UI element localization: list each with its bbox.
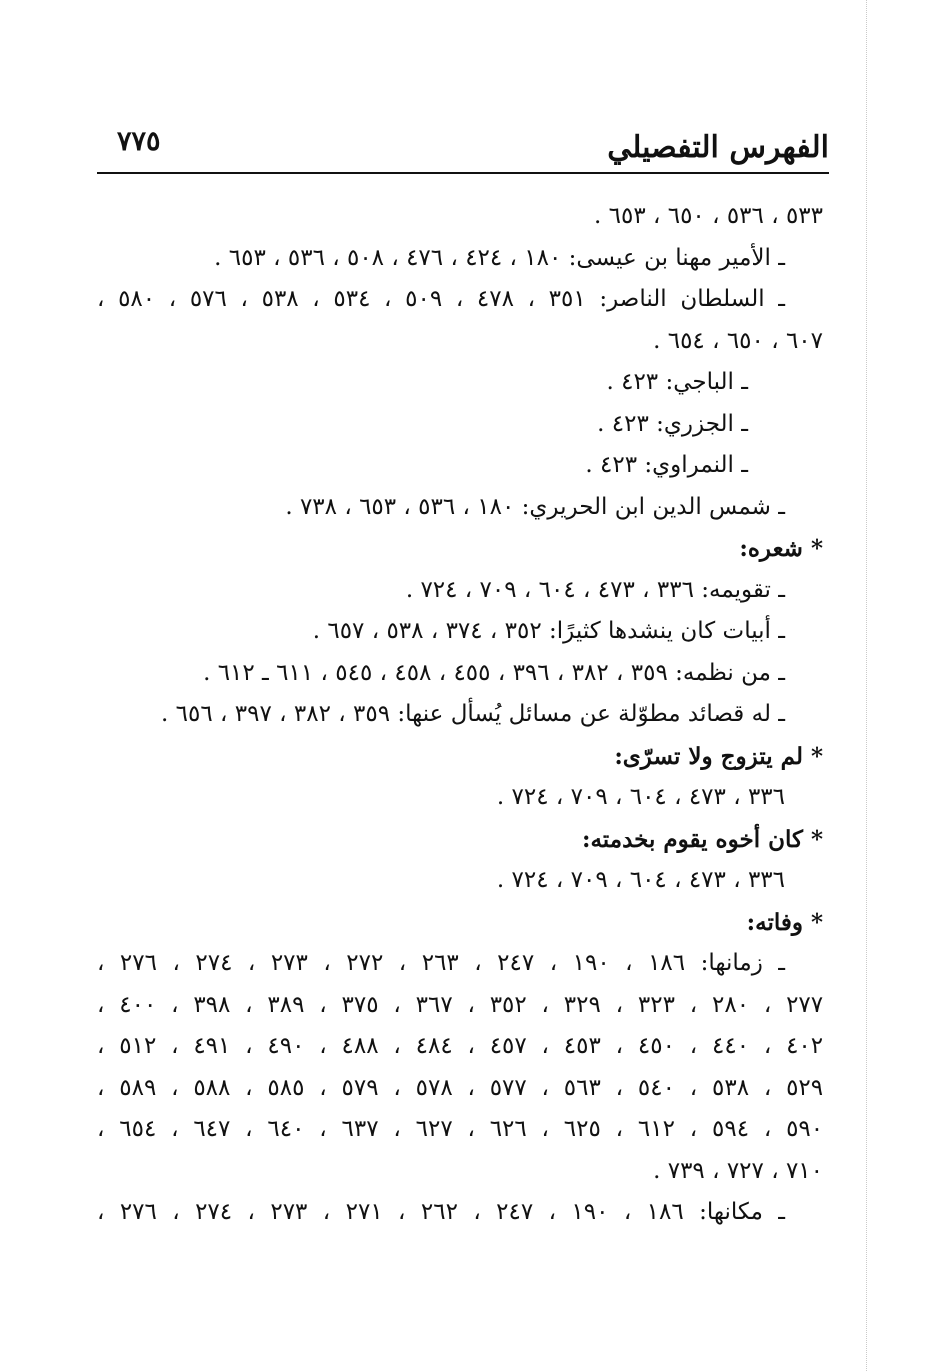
index-line: ـ له قصائد مطوّلة عن مسائل يُسأل عنها: ٣٥٩ ، ٣٨٢ ، ٣٩٧ ، ٦٥٦ .	[161, 701, 785, 727]
index-line: ـ مكانها: ١٨٦ ، ١٩٠ ، ٢٤٧ ، ٢٦٢ ، ٢٧١ ، ٢٧٣ ، ٢٧٤ ، ٢٧٦ ،	[97, 1199, 786, 1225]
index-line: ٣٣٦ ، ٤٧٣ ، ٦٠٤ ، ٧٠٩ ، ٧٢٤ .	[496, 784, 785, 810]
index-heading: * شعره:	[739, 535, 823, 562]
page-header	[97, 120, 829, 174]
index-line: ـ شمس الدين ابن الحريري: ١٨٠ ، ٥٣٦ ، ٦٥٣ ، ٧٣٨ .	[285, 493, 785, 520]
index-line: ٥٣٣ ، ٥٣٦ ، ٦٥٠ ، ٦٥٣ .	[593, 203, 823, 229]
page-edge-mark	[866, 0, 867, 1371]
index-line: ٦٠٧ ، ٦٥٠ ، ٦٥٤ .	[653, 327, 823, 354]
page-number: ٧٧٥	[117, 126, 161, 157]
index-line: ٥٩٠ ، ٥٩٤ ، ٦١٢ ، ٦٢٥ ، ٦٢٦ ، ٦٢٧ ، ٦٣٧ ، ٦٤٠ ، ٦٤٧ ، ٦٥٤ ،	[97, 1116, 823, 1142]
index-heading: * لم يتزوج ولا تسرّى:	[614, 742, 823, 770]
index-heading: * وفاته:	[746, 908, 823, 936]
index-line: ـ الجزري: ٤٢٣ .	[597, 410, 748, 437]
index-line: ـ تقويمه: ٣٣٦ ، ٤٧٣ ، ٦٠٤ ، ٧٠٩ ، ٧٢٤ .	[405, 576, 785, 603]
index-line: ـ السلطان الناصر: ٣٥١ ، ٤٧٨ ، ٥٠٩ ، ٥٣٤ ، ٥٣٨ ، ٥٧٦ ، ٥٨٠ ،	[97, 286, 785, 312]
index-heading: * كان أخوه يقوم بخدمته:	[581, 825, 823, 853]
index-line: ٤٠٢ ، ٤٤٠ ، ٤٥٠ ، ٤٥٣ ، ٤٥٧ ، ٤٨٤ ، ٤٨٨ ، ٤٩٠ ، ٤٩١ ، ٥١٢ ،	[97, 1033, 823, 1059]
index-entries	[97, 196, 823, 1234]
index-line: ـ من نظمه: ٣٥٩ ، ٣٨٢ ، ٣٩٦ ، ٤٥٥ ، ٤٥٨ ، ٥٤٥ ، ٦١١ ـ ٦١٢ .	[203, 659, 785, 686]
index-line: ـ النمراوي: ٤٢٣ .	[585, 452, 748, 478]
running-title: الفهرس التفصيلي	[607, 130, 829, 165]
index-line: ٣٣٦ ، ٤٧٣ ، ٦٠٤ ، ٧٠٩ ، ٧٢٤ .	[496, 867, 785, 893]
index-line: ـ زمانها: ١٨٦ ، ١٩٠ ، ٢٤٧ ، ٢٦٣ ، ٢٧٢ ، ٢٧٣ ، ٢٧٤ ، ٢٧٦ ،	[97, 950, 786, 976]
index-line: ٧١٠ ، ٧٢٧ ، ٧٣٩ .	[653, 1157, 823, 1184]
index-line: ـ أبيات كان ينشدها كثيرًا: ٣٥٢ ، ٣٧٤ ، ٥٣٨ ، ٦٥٧ .	[312, 618, 785, 644]
index-line: ـ الأمير مهنا بن عيسى: ١٨٠ ، ٤٢٤ ، ٤٧٦ ، ٥٠٨ ، ٥٣٦ ، ٦٥٣ .	[214, 244, 785, 271]
index-line: ٢٧٧ ، ٢٨٠ ، ٣٢٣ ، ٣٢٩ ، ٣٥٢ ، ٣٦٧ ، ٣٧٥ ، ٣٨٩ ، ٣٩٨ ، ٤٠٠ ،	[97, 991, 823, 1018]
index-line: ٥٢٩ ، ٥٣٨ ، ٥٤٠ ، ٥٦٣ ، ٥٧٧ ، ٥٧٨ ، ٥٧٩ ، ٥٨٥ ، ٥٨٨ ، ٥٨٩ ،	[97, 1074, 823, 1101]
index-line: ـ الباجي: ٤٢٣ .	[606, 369, 748, 395]
